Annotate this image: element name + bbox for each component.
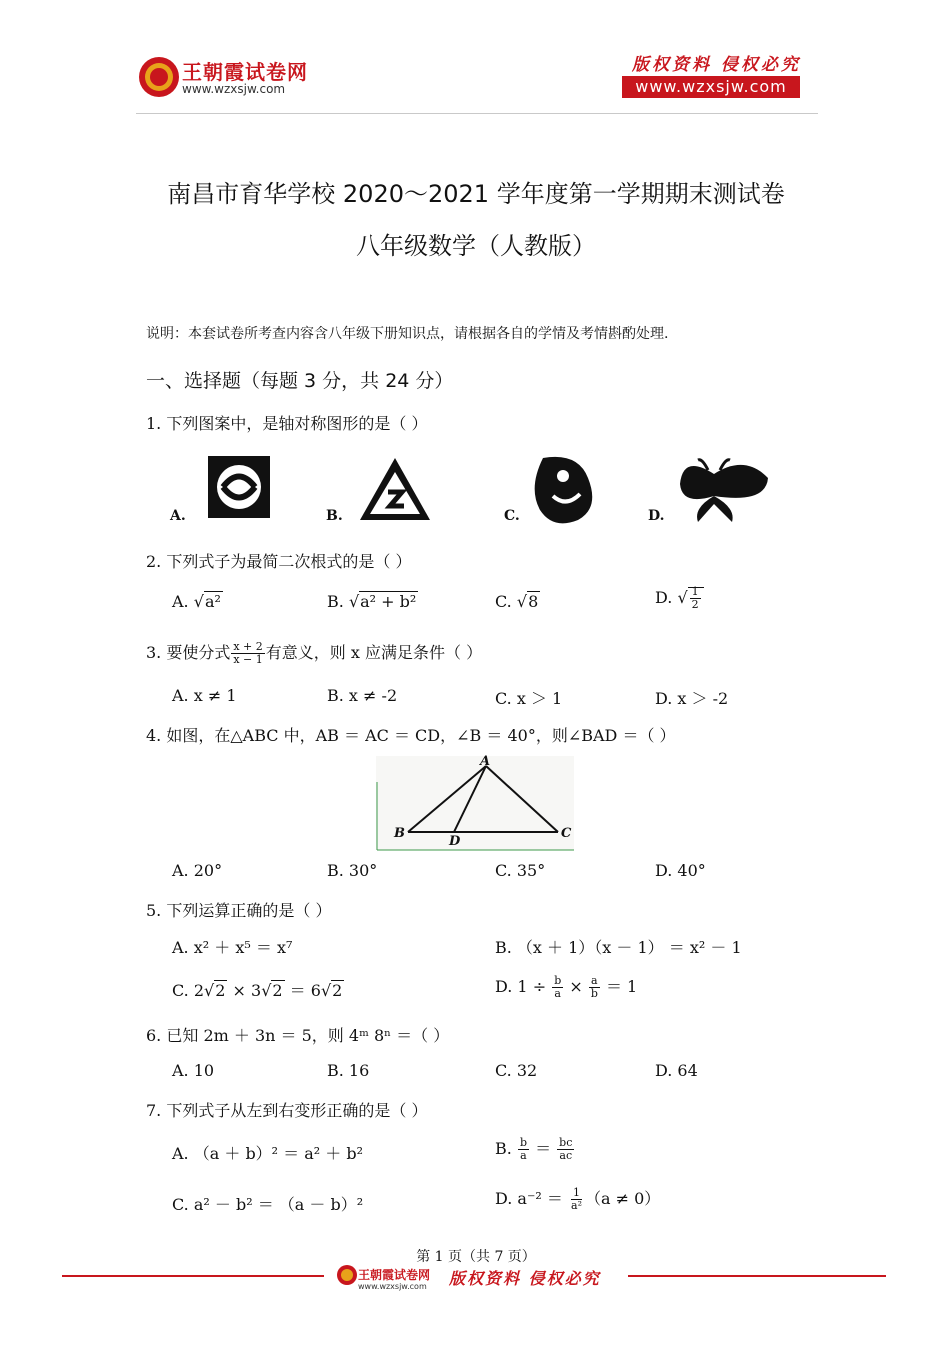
q5-option-a[interactable]: A. x² ＋ x⁵ ＝ x⁷ [172,938,293,957]
q3-frac-den: x − 1 [233,653,263,666]
q5-option-c[interactable] [172,978,344,1001]
header-right-url[interactable]: www.wzxsjw.com [622,76,800,98]
q1-label-b: B. [326,508,343,524]
q2-option-c[interactable] [495,592,540,611]
q6-option-d[interactable]: D. 64 [655,1061,698,1080]
q7-d-fd: a² [571,1199,582,1212]
q5-c-eq: ＝ 6 [284,981,321,1000]
q2-option-a[interactable] [172,592,223,611]
q1-label-d: D. [648,508,665,524]
q1-label-a: A. [170,508,186,524]
q6-option-b[interactable]: B. 16 [327,1061,370,1080]
q2-b-radicand: a² + b² [360,592,417,611]
q1-figures [168,448,778,530]
q3-option-a[interactable]: A. x ≠ 1 [172,686,237,705]
q3-frac-num: x + 2 [233,640,263,653]
q4-label-b: B [394,826,405,841]
q2-b-label: B. [327,592,344,611]
q7-option-d[interactable] [495,1186,660,1212]
q7-stem: 7. 下列式子从左到右变形正确的是（ ） [146,1101,428,1120]
q4-option-b[interactable]: B. 30° [327,861,378,880]
q3-option-c[interactable]: C. x ＞ 1 [495,689,563,708]
q4-option-c[interactable]: C. 35° [495,861,546,880]
header-slogan: 版权资料 侵权必究 [632,55,801,75]
q5-d-post: ＝ 1 [600,977,638,996]
q1-stem: 1. 下列图案中，是轴对称图形的是（ ） [146,414,428,433]
q2-a-label: A. [172,592,189,611]
sqrt-icon: √ $\frac{1}{2}$ [677,586,703,611]
exam-note: 说明：本套试卷所考查内容含八年级下册知识点，请根据各自的学情及考情斟酌处理. [146,326,669,342]
q3-stem-post: 有意义，则 x 应满足条件（ ） [265,643,483,662]
q5-stem: 5. 下列运算正确的是（ ） [146,901,332,920]
q5-d-f2n: a [591,974,598,987]
q7-b-f1n: b [519,1136,527,1149]
q7-b-f1d: a [520,1149,527,1162]
exam-title: 南昌市育华学校 2020～2021 学年度第一学期期末测试卷 [167,180,785,208]
q4-label-c: C [561,826,572,841]
q4-option-d[interactable]: D. 40° [655,861,706,880]
q7-b-f2n: bc [559,1136,573,1149]
q5-d-f1d: a [554,987,561,1000]
q2-d-den: 2 [691,598,699,611]
q2-c-label: C. [495,592,512,611]
q5-c-mid: × 3 [227,981,262,1000]
q2-option-d[interactable] [655,586,704,611]
q4-label-a: A [480,754,491,769]
q7-b-eq: ＝ [529,1139,557,1158]
footer-logo-icon [336,1264,358,1286]
q7-b-pre: B. [495,1139,517,1158]
sqrt-icon: √2 [320,981,343,1000]
q5-d-f2d: b [590,987,598,1000]
sqrt-icon: √a² [193,592,221,611]
header-divider [136,113,818,114]
q2-stem: 2. 下列式子为最简二次根式的是（ ） [146,552,412,571]
q7-d-fn: 1 [573,1186,580,1199]
exam-subtitle: 八年级数学（人教版） [356,232,596,260]
q3-option-b[interactable]: B. x ≠ -2 [327,686,398,705]
q5-d-mul: × [564,977,588,996]
q3-option-d[interactable]: D. x ＞ -2 [655,689,729,708]
q5-d-pre: D. 1 ÷ [495,977,552,996]
q2-c-radicand: 8 [528,592,539,611]
q3-stem-pre: 3. 要使分式 [146,643,231,662]
q5-c-rad3: 2 [332,981,343,1000]
footer-divider-right [628,1275,886,1277]
q4-stem: 4. 如图，在△ABC 中，AB ＝ AC ＝ CD，∠B ＝ 40°，则∠BAD ＝（ ） [146,726,676,745]
q2-option-b[interactable] [327,592,418,611]
q5-c-pre: C. 2 [172,981,205,1000]
q6-stem: 6. 已知 2m ＋ 3n ＝ 5，则 4ᵐ 8ⁿ ＝（ ） [146,1026,450,1045]
header-brand-url[interactable]: www.wzxsjw.com [182,82,286,96]
q6-option-a[interactable]: A. 10 [172,1061,215,1080]
q1-label-c: C. [504,508,520,524]
q4-triangle-figure [376,752,576,852]
section-heading: 一、选择题（每题 3 分，共 24 分） [146,370,454,392]
q5-d-f1n: b [554,974,562,987]
footer-slogan: 版权资料 侵权必究 [449,1269,601,1288]
header-brand: 王朝霞试卷网 [182,60,308,84]
q7-option-c[interactable]: C. a² － b² ＝ （a － b）² [172,1195,364,1214]
q5-c-rad2: 2 [272,981,283,1000]
footer-divider-left [62,1275,324,1277]
sqrt-icon: √2 [204,981,226,1000]
q2-d-num: 1 [691,585,699,598]
footer-brand-url[interactable]: www.wzxsjw.com [358,1282,427,1291]
q7-b-f2d: ac [559,1149,573,1162]
q3-stem [146,640,482,666]
sqrt-icon: √a² + b² [348,592,417,611]
sqrt-icon: √2 [261,981,283,1000]
q5-c-rad1: 2 [215,981,226,1000]
q2-a-radicand: a² [204,592,221,611]
q4-label-d: D [449,834,461,849]
q2-d-label: D. [655,588,673,607]
q7-option-a[interactable]: A. （a ＋ b）² ＝ a² ＋ b² [172,1144,364,1163]
brand-logo-icon [136,54,182,100]
q7-option-b[interactable] [495,1136,575,1162]
q7-d-post: （a ≠ 0） [584,1189,661,1208]
footer-brand: 王朝霞试卷网 [358,1268,431,1282]
q4-option-a[interactable]: A. 20° [172,861,223,880]
page-number: 第 1 页（共 7 页） [416,1249,536,1265]
q5-option-b[interactable]: B. （x ＋ 1）（x － 1） ＝ x² － 1 [495,938,742,957]
q6-option-c[interactable]: C. 32 [495,1061,538,1080]
q5-option-d[interactable] [495,974,637,1000]
sqrt-icon: √8 [516,592,539,611]
q7-d-pre: D. a⁻² ＝ [495,1189,569,1208]
